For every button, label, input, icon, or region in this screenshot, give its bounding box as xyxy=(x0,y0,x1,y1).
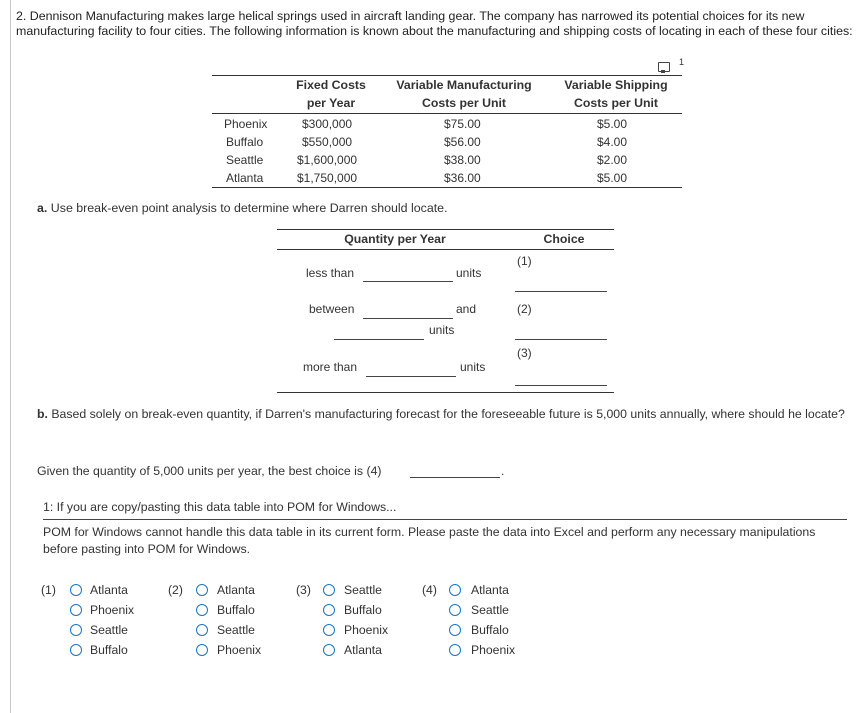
row-fixed: $550,000 xyxy=(302,135,353,149)
radio-button[interactable] xyxy=(196,644,208,656)
radio-button[interactable] xyxy=(449,624,461,636)
row-fixed: $1,600,000 xyxy=(297,153,358,167)
row-ship: $5.00 xyxy=(597,117,628,131)
footnote-marker[interactable]: 1 xyxy=(679,57,685,67)
choice-2-number: (2) xyxy=(517,302,532,316)
note-body: POM for Windows cannot handle this data table in its current form. Please paste the data into Excel and perform any necessary manipulations before pasting into POM for Windows. xyxy=(43,525,816,556)
choice-3-blank[interactable] xyxy=(515,385,607,386)
radio-button[interactable] xyxy=(449,584,461,596)
choice-2-blank[interactable] xyxy=(515,339,607,340)
option-label[interactable]: Atlanta xyxy=(217,583,255,597)
table-top-rule xyxy=(212,75,682,76)
option-label[interactable]: Atlanta xyxy=(471,583,509,597)
option-label[interactable]: Atlanta xyxy=(344,643,382,657)
row-city: Seattle xyxy=(226,153,264,167)
part-a-text: Use break-even point analysis to determine where Darren should locate. xyxy=(50,201,448,215)
radio-button[interactable] xyxy=(449,604,461,616)
row-mfg: $75.00 xyxy=(444,117,481,131)
copy-icon[interactable] xyxy=(658,62,670,72)
units-label: units xyxy=(460,360,486,374)
option-label[interactable]: Phoenix xyxy=(344,623,389,637)
group-3-number: (3) xyxy=(296,583,311,597)
option-label[interactable]: Buffalo xyxy=(344,603,382,617)
radio-button[interactable] xyxy=(196,584,208,596)
question-body: Dennison Manufacturing makes large helical springs used in aircraft landing gear. The company has narrowed its potential choices for its new manufacturing facility to four cities. The following information is known about the manufacturing and shipping costs of locating in each of these four cities: xyxy=(16,9,853,38)
part-b-text: Based solely on break-even quantity, if Darren's manufacturing forecast for the foreseeable future is 5,000 units annually, where should he locate? xyxy=(51,407,845,421)
choice-1-blank[interactable] xyxy=(515,291,607,292)
row-city: Buffalo xyxy=(226,135,264,149)
question-text xyxy=(16,9,856,39)
part-b-prompt xyxy=(37,406,852,422)
radio-button[interactable] xyxy=(323,624,335,636)
choice-3-number: (3) xyxy=(517,346,532,360)
units-label: units xyxy=(429,323,455,337)
row-city: Atlanta xyxy=(226,171,264,185)
less-than-input[interactable] xyxy=(363,281,453,282)
radio-button[interactable] xyxy=(70,604,82,616)
header-var-ship-2: Costs per Unit xyxy=(573,96,659,110)
radio-button[interactable] xyxy=(70,624,82,636)
left-border xyxy=(10,0,11,713)
option-label[interactable]: Seattle xyxy=(344,583,382,597)
row-mfg: $56.00 xyxy=(444,135,481,149)
be-top-rule xyxy=(277,229,614,230)
option-label[interactable]: Seattle xyxy=(90,623,128,637)
group-1-number: (1) xyxy=(41,583,56,597)
choice-4-blank[interactable] xyxy=(410,477,500,478)
header-choice: Choice xyxy=(543,232,585,246)
radio-button[interactable] xyxy=(323,584,335,596)
part-b-label: b. xyxy=(37,407,48,421)
header-var-mfg-1: Variable Manufacturing xyxy=(396,78,532,92)
units-label: units xyxy=(456,266,482,280)
be-bottom-rule xyxy=(277,392,614,393)
radio-button[interactable] xyxy=(70,644,82,656)
choice-1-number: (1) xyxy=(517,254,532,268)
radio-button[interactable] xyxy=(449,644,461,656)
given-text: Given the quantity of 5,000 units per year, the best choice is xyxy=(37,464,364,478)
option-label[interactable]: Phoenix xyxy=(471,643,516,657)
note-rule xyxy=(43,519,847,520)
option-label[interactable]: Seattle xyxy=(217,623,255,637)
table-bottom-rule xyxy=(212,187,682,188)
between-high-input[interactable] xyxy=(334,339,424,340)
part-a-prompt xyxy=(37,201,448,215)
be-header-rule xyxy=(277,249,614,250)
radio-button[interactable] xyxy=(70,584,82,596)
radio-button[interactable] xyxy=(323,644,335,656)
row-ship: $5.00 xyxy=(597,171,628,185)
row-mfg: $38.00 xyxy=(444,153,481,167)
option-label[interactable]: Buffalo xyxy=(90,643,128,657)
row-ship: $2.00 xyxy=(597,153,628,167)
option-label[interactable]: Buffalo xyxy=(471,623,509,637)
radio-button[interactable] xyxy=(196,624,208,636)
header-var-ship-1: Variable Shipping xyxy=(564,78,668,92)
option-label[interactable]: Phoenix xyxy=(90,603,135,617)
header-quantity: Quantity per Year xyxy=(344,232,446,246)
table-header-rule xyxy=(212,113,682,114)
part-a-label: a. xyxy=(37,201,48,215)
choice-4-number: (4) xyxy=(366,464,382,478)
less-than-label: less than xyxy=(306,266,355,280)
between-low-input[interactable] xyxy=(363,318,453,319)
note-title: 1: If you are copy/pasting this data table into POM for Windows... xyxy=(43,500,397,514)
answer-period: . xyxy=(501,464,505,478)
row-fixed: $300,000 xyxy=(302,117,353,131)
more-than-label: more than xyxy=(303,360,358,374)
row-mfg: $36.00 xyxy=(444,171,481,185)
radio-button[interactable] xyxy=(196,604,208,616)
radio-button[interactable] xyxy=(323,604,335,616)
row-fixed: $1,750,000 xyxy=(297,171,358,185)
group-4-number: (4) xyxy=(422,583,437,597)
option-label[interactable]: Seattle xyxy=(471,603,509,617)
row-city: Phoenix xyxy=(224,117,268,131)
option-label[interactable]: Phoenix xyxy=(217,643,262,657)
between-label: between xyxy=(309,302,355,316)
header-fixed-1: Fixed Costs xyxy=(296,78,366,92)
more-than-input[interactable] xyxy=(366,376,456,377)
option-label[interactable]: Atlanta xyxy=(90,583,128,597)
part-b-answer xyxy=(37,464,382,478)
option-label[interactable]: Buffalo xyxy=(217,603,255,617)
header-fixed-2: per Year xyxy=(306,96,356,110)
row-ship: $4.00 xyxy=(597,135,628,149)
header-var-mfg-2: Costs per Unit xyxy=(421,96,507,110)
question-number: 2. xyxy=(16,9,27,23)
and-label: and xyxy=(456,302,477,316)
group-2-number: (2) xyxy=(168,583,183,597)
